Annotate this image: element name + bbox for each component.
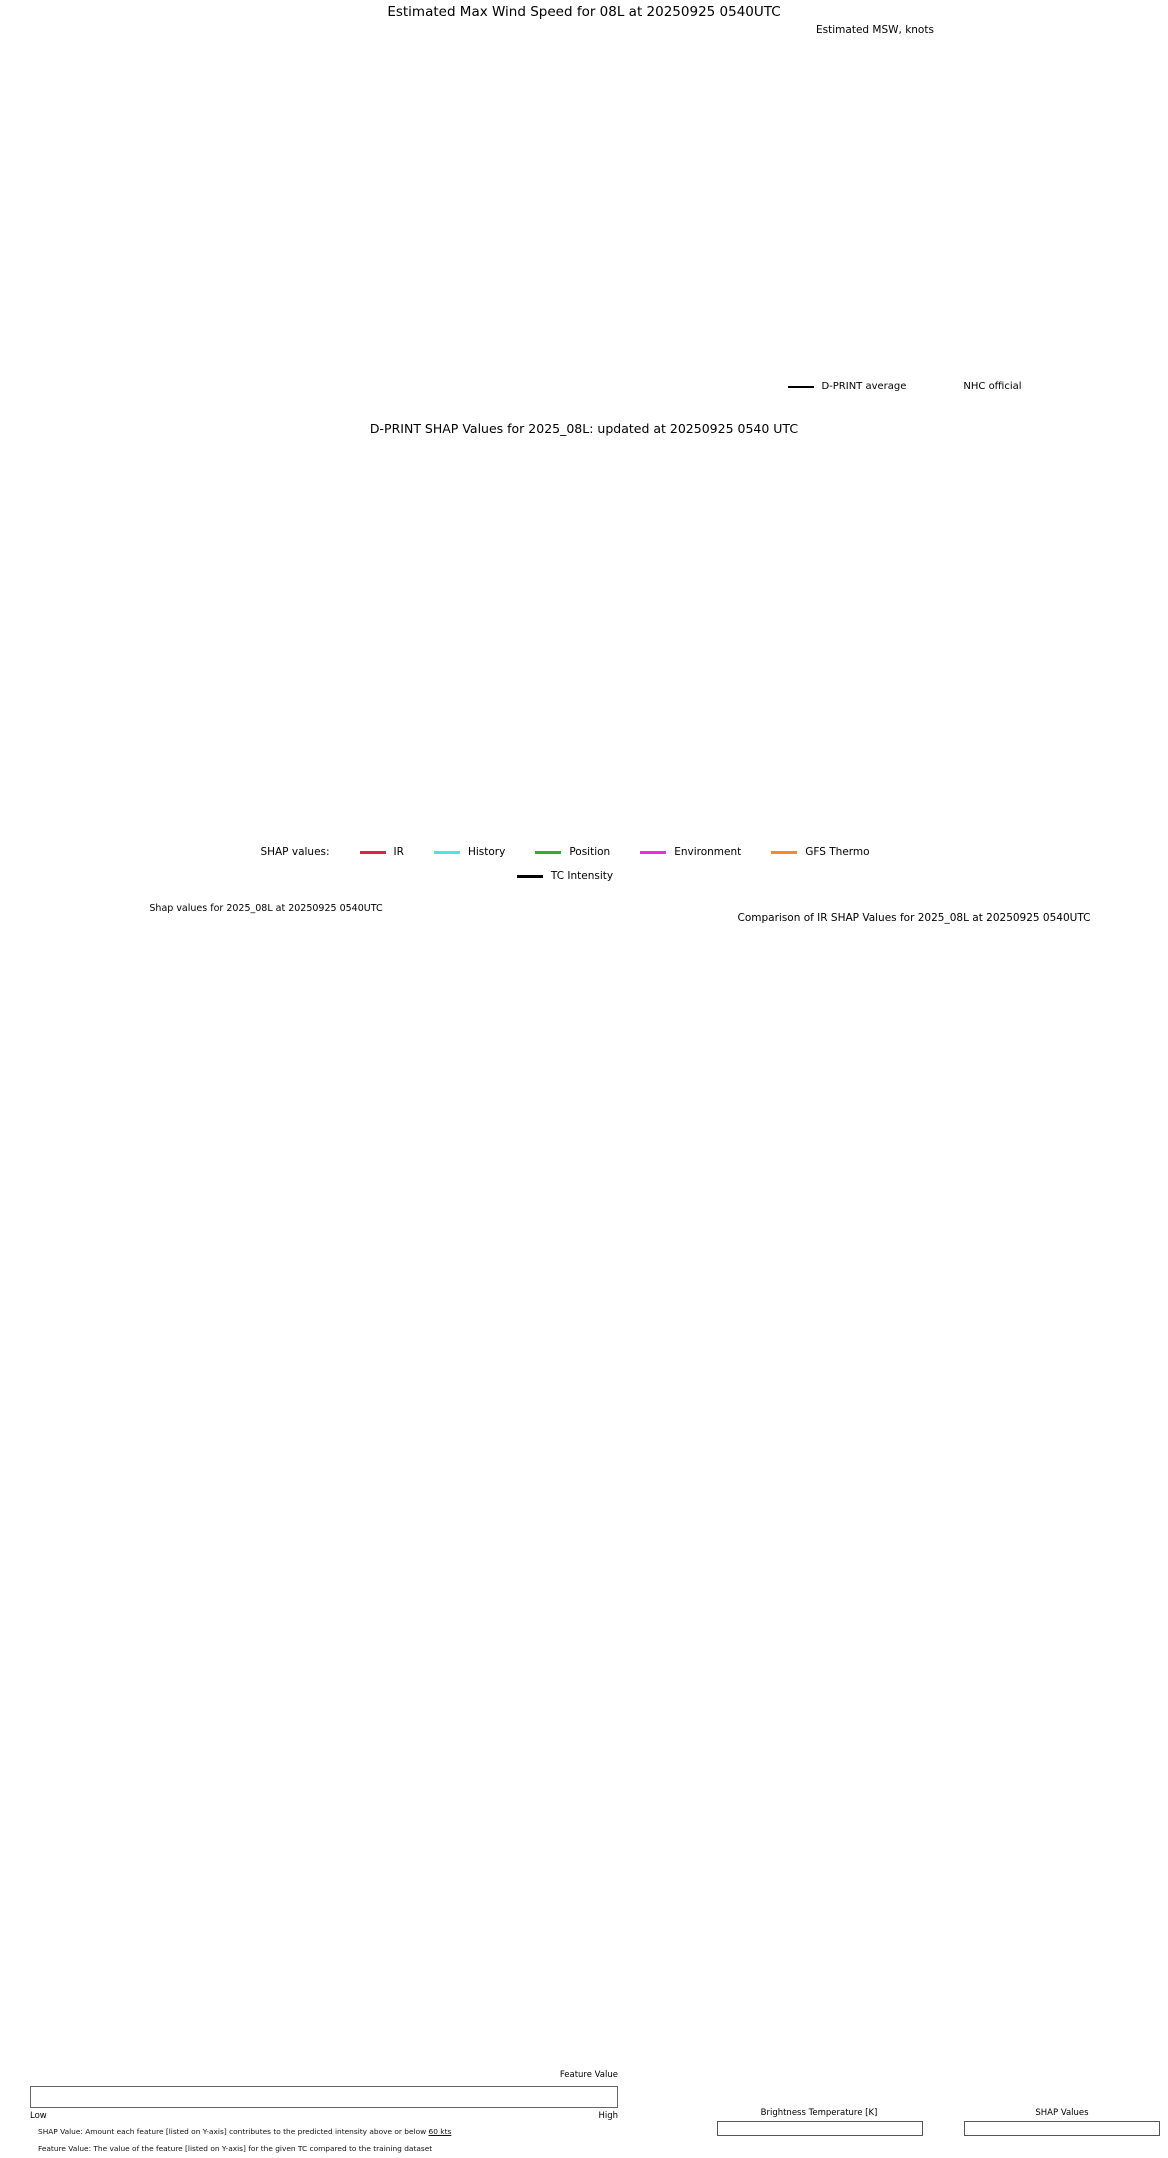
- footnote1-text: SHAP Value: Amount each feature [listed on Y-axis] contributes to the predicted intensity above or below: [38, 2127, 429, 2136]
- gfs-thermo-swatch: [771, 851, 797, 854]
- dotplot-title: Shap values for 2025_08L at 20250925 0540UTC: [149, 903, 383, 914]
- legend-ir-label: IR: [393, 846, 404, 858]
- tc-intensity-swatch: [517, 875, 543, 878]
- position-swatch: [535, 851, 561, 854]
- footnote1-underlined: 60 kts: [428, 2127, 452, 2136]
- nhc-dash-swatch: [932, 385, 956, 389]
- timeseries-legend-row1: [0, 846, 1130, 858]
- ir-swatch: [360, 851, 386, 854]
- shap-dotplot: [0, 895, 640, 2158]
- legend-history: [434, 846, 505, 858]
- bt-colorbar-title: Brightness Temperature [K]: [760, 2108, 878, 2118]
- feature-value-high-label: High: [598, 2111, 618, 2121]
- shap-timeseries-plot: [0, 415, 1168, 870]
- timeseries-legend-row2: [0, 870, 1130, 882]
- dprint-line-swatch: [788, 386, 814, 388]
- figure-title: Estimated Max Wind Speed for 08L at 20250925 0540UTC: [387, 4, 781, 20]
- legend-history-label: History: [467, 846, 506, 858]
- legend-environment-label: Environment: [674, 846, 742, 858]
- history-swatch: [434, 851, 460, 854]
- msw-histogram: [740, 40, 1168, 385]
- timeseries-title: D-PRINT SHAP Values for 2025_08L: updated at 20250925 0540 UTC: [369, 421, 799, 436]
- legend-prefix: SHAP values:: [260, 846, 330, 858]
- ir-shap-comparison-title: Comparison of IR SHAP Values for 2025_08L at 20250925 0540UTC: [737, 912, 1091, 924]
- legend-nhc-official: [932, 381, 1021, 392]
- histogram-legend: [660, 381, 1150, 392]
- environment-swatch: [640, 851, 666, 854]
- legend-gfs-thermo-label: GFS Thermo: [805, 846, 870, 858]
- shapcb-title: SHAP Values: [1035, 2108, 1089, 2118]
- bt-colorbar: [717, 2121, 923, 2136]
- histogram-title: Estimated MSW, knots: [816, 24, 934, 36]
- legend-environment: [640, 846, 741, 858]
- legend-dprint-label: D-PRINT average: [821, 381, 907, 392]
- feature-value-colorbar: [30, 2086, 618, 2108]
- footnote-feature-value: Feature Value: The value of the feature [listed on Y-axis] for the given TC compared to the training dataset: [38, 2144, 433, 2153]
- feature-value-colorbar-title: Feature Value: [559, 2070, 618, 2080]
- legend-position: [535, 846, 610, 858]
- feature-value-low-label: Low: [30, 2111, 47, 2121]
- legend-dprint-average: [788, 381, 906, 392]
- legend-nhc-label: NHC official: [963, 381, 1022, 392]
- footnote-shap-value: [38, 2127, 451, 2136]
- shap-colorbar: [964, 2121, 1160, 2136]
- legend-ir: [360, 846, 404, 858]
- legend-position-label: Position: [569, 846, 611, 858]
- legend-tc-intensity-label: TC Intensity: [550, 870, 614, 882]
- legend-tc-intensity: [517, 870, 613, 882]
- legend-gfs-thermo: [771, 846, 869, 858]
